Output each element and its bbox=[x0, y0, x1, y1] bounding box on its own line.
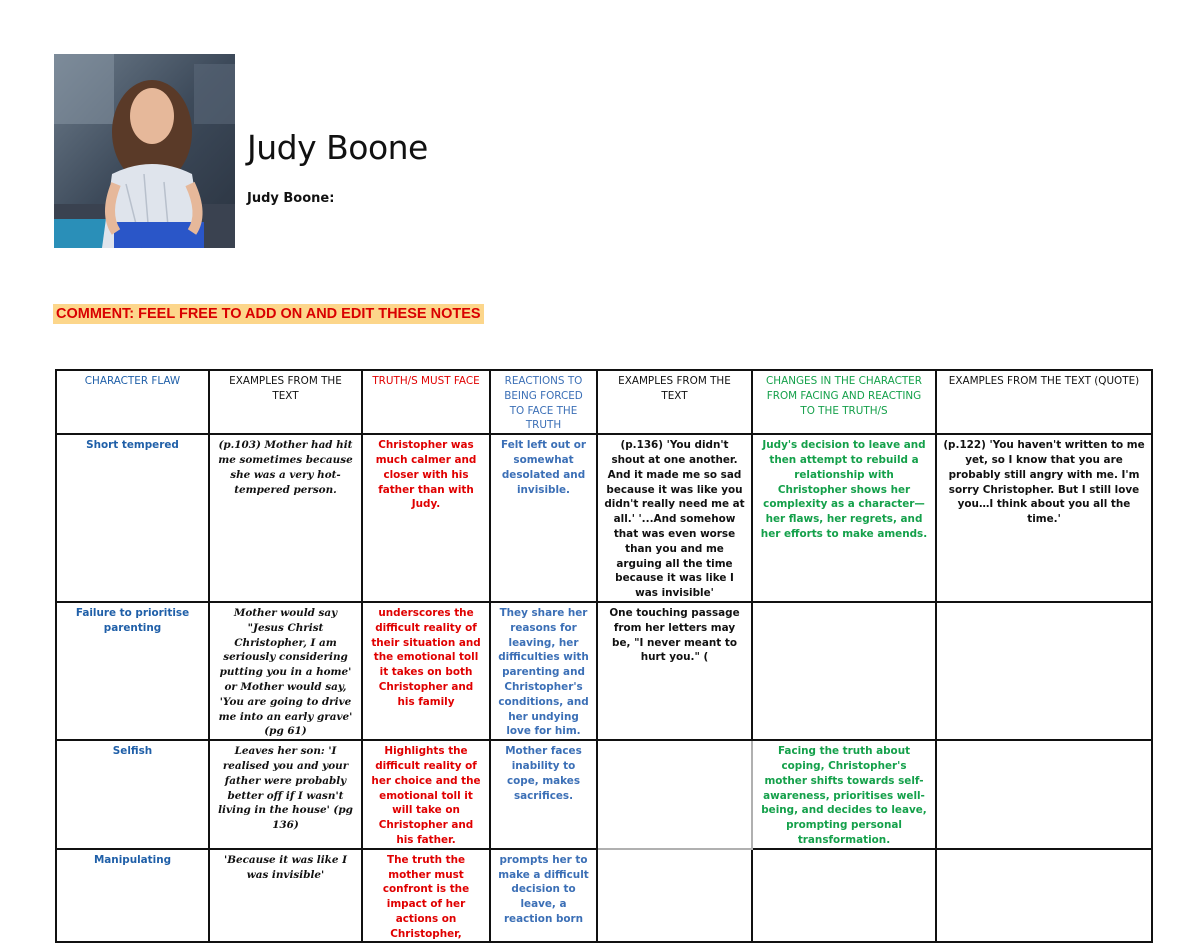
table-row bbox=[56, 849, 1152, 943]
header-truths: TRUTH/S MUST FACE bbox=[362, 370, 490, 434]
quote-cell bbox=[936, 602, 1152, 740]
header-quote-examples: EXAMPLES FROM THE TEXT (QUOTE) bbox=[936, 370, 1152, 434]
judy-boone-photo bbox=[54, 54, 235, 248]
flaw-cell: Selfish bbox=[56, 740, 209, 849]
character-notes-table bbox=[55, 369, 1153, 943]
table-row bbox=[56, 602, 1152, 740]
changes-cell bbox=[752, 602, 936, 740]
header-examples: EXAMPLES FROM THE TEXT bbox=[209, 370, 362, 434]
flaw-cell: Short tempered bbox=[56, 434, 209, 602]
reaction-examples-cell: (p.136) 'You didn't shout at one another. And it made me so sad because it was like you didn't really need me at all.' '...And somehow that was even worse than you and me arguing all the time because it was like I was invisible' bbox=[597, 434, 752, 602]
truth-cell: Highlights the difficult reality of her choice and the emotional toll it will take on Christopher and his father. bbox=[362, 740, 490, 849]
subtitle: Judy Boone: bbox=[247, 191, 335, 206]
reaction-cell: They share her reasons for leaving, her difficulties with parenting and Christopher's conditions, and her undying love for him. bbox=[490, 602, 597, 740]
table-row bbox=[56, 740, 1152, 849]
examples-cell: Mother would say "Jesus Christ Christopher, I am seriously considering putting you in a home' or Mother would say, 'You are going to drive me into an early grave' (pg 61) bbox=[209, 602, 362, 740]
truth-cell: The truth the mother must confront is the impact of her actions on Christopher, bbox=[362, 849, 490, 943]
examples-cell: 'Because it was like I was invisible' bbox=[209, 849, 362, 943]
reaction-cell: Mother faces inability to cope, makes sacrifices. bbox=[490, 740, 597, 849]
flaw-cell: Manipulating bbox=[56, 849, 209, 943]
changes-cell: Judy's decision to leave and then attempt to rebuild a relationship with Christopher shows her complexity as a character—her flaws, her regrets, and her efforts to make amends. bbox=[752, 434, 936, 602]
header-changes: CHANGES IN THE CHARACTER FROM FACING AND REACTING TO THE TRUTH/S bbox=[752, 370, 936, 434]
table-header-row bbox=[56, 370, 1152, 434]
header-reactions: REACTIONS TO BEING FORCED TO FACE THE TRUTH bbox=[490, 370, 597, 434]
examples-cell: (p.103) Mother had hit me sometimes because she was a very hot-tempered person. bbox=[209, 434, 362, 602]
quote-cell bbox=[936, 849, 1152, 943]
comment-banner: COMMENT: FEEL FREE TO ADD ON AND EDIT THESE NOTES bbox=[53, 304, 484, 324]
examples-cell: Leaves her son: 'I realised you and your father were probably better off if I wasn't living in the house' (pg 136) bbox=[209, 740, 362, 849]
reaction-cell: Felt left out or somewhat desolated and invisible. bbox=[490, 434, 597, 602]
quote-cell bbox=[936, 740, 1152, 849]
reaction-cell: prompts her to make a difficult decision to leave, a reaction born bbox=[490, 849, 597, 943]
quote-cell: (p.122) 'You haven't written to me yet, so I know that you are probably still angry with me. I'm sorry Christopher. But I still love you…I think about you all the time.' bbox=[936, 434, 1152, 602]
page-title: Judy Boone bbox=[247, 128, 428, 167]
truth-cell: underscores the difficult reality of their situation and the emotional toll it takes on both Christopher and his family bbox=[362, 602, 490, 740]
reaction-examples-cell: One touching passage from her letters may be, "I never meant to hurt you." ( bbox=[597, 602, 752, 740]
header-character-flaw: CHARACTER FLAW bbox=[56, 370, 209, 434]
header-reaction-examples: EXAMPLES FROM THE TEXT bbox=[597, 370, 752, 434]
reaction-examples-cell bbox=[597, 740, 752, 849]
reaction-examples-cell bbox=[597, 849, 752, 943]
flaw-cell: Failure to prioritise parenting bbox=[56, 602, 209, 740]
truth-cell: Christopher was much calmer and closer with his father than with Judy. bbox=[362, 434, 490, 602]
changes-cell bbox=[752, 849, 936, 943]
changes-cell: Facing the truth about coping, Christopher's mother shifts towards self-awareness, prioritises well-being, and decides to leave, prompting personal transformation. bbox=[752, 740, 936, 849]
table-row bbox=[56, 434, 1152, 602]
